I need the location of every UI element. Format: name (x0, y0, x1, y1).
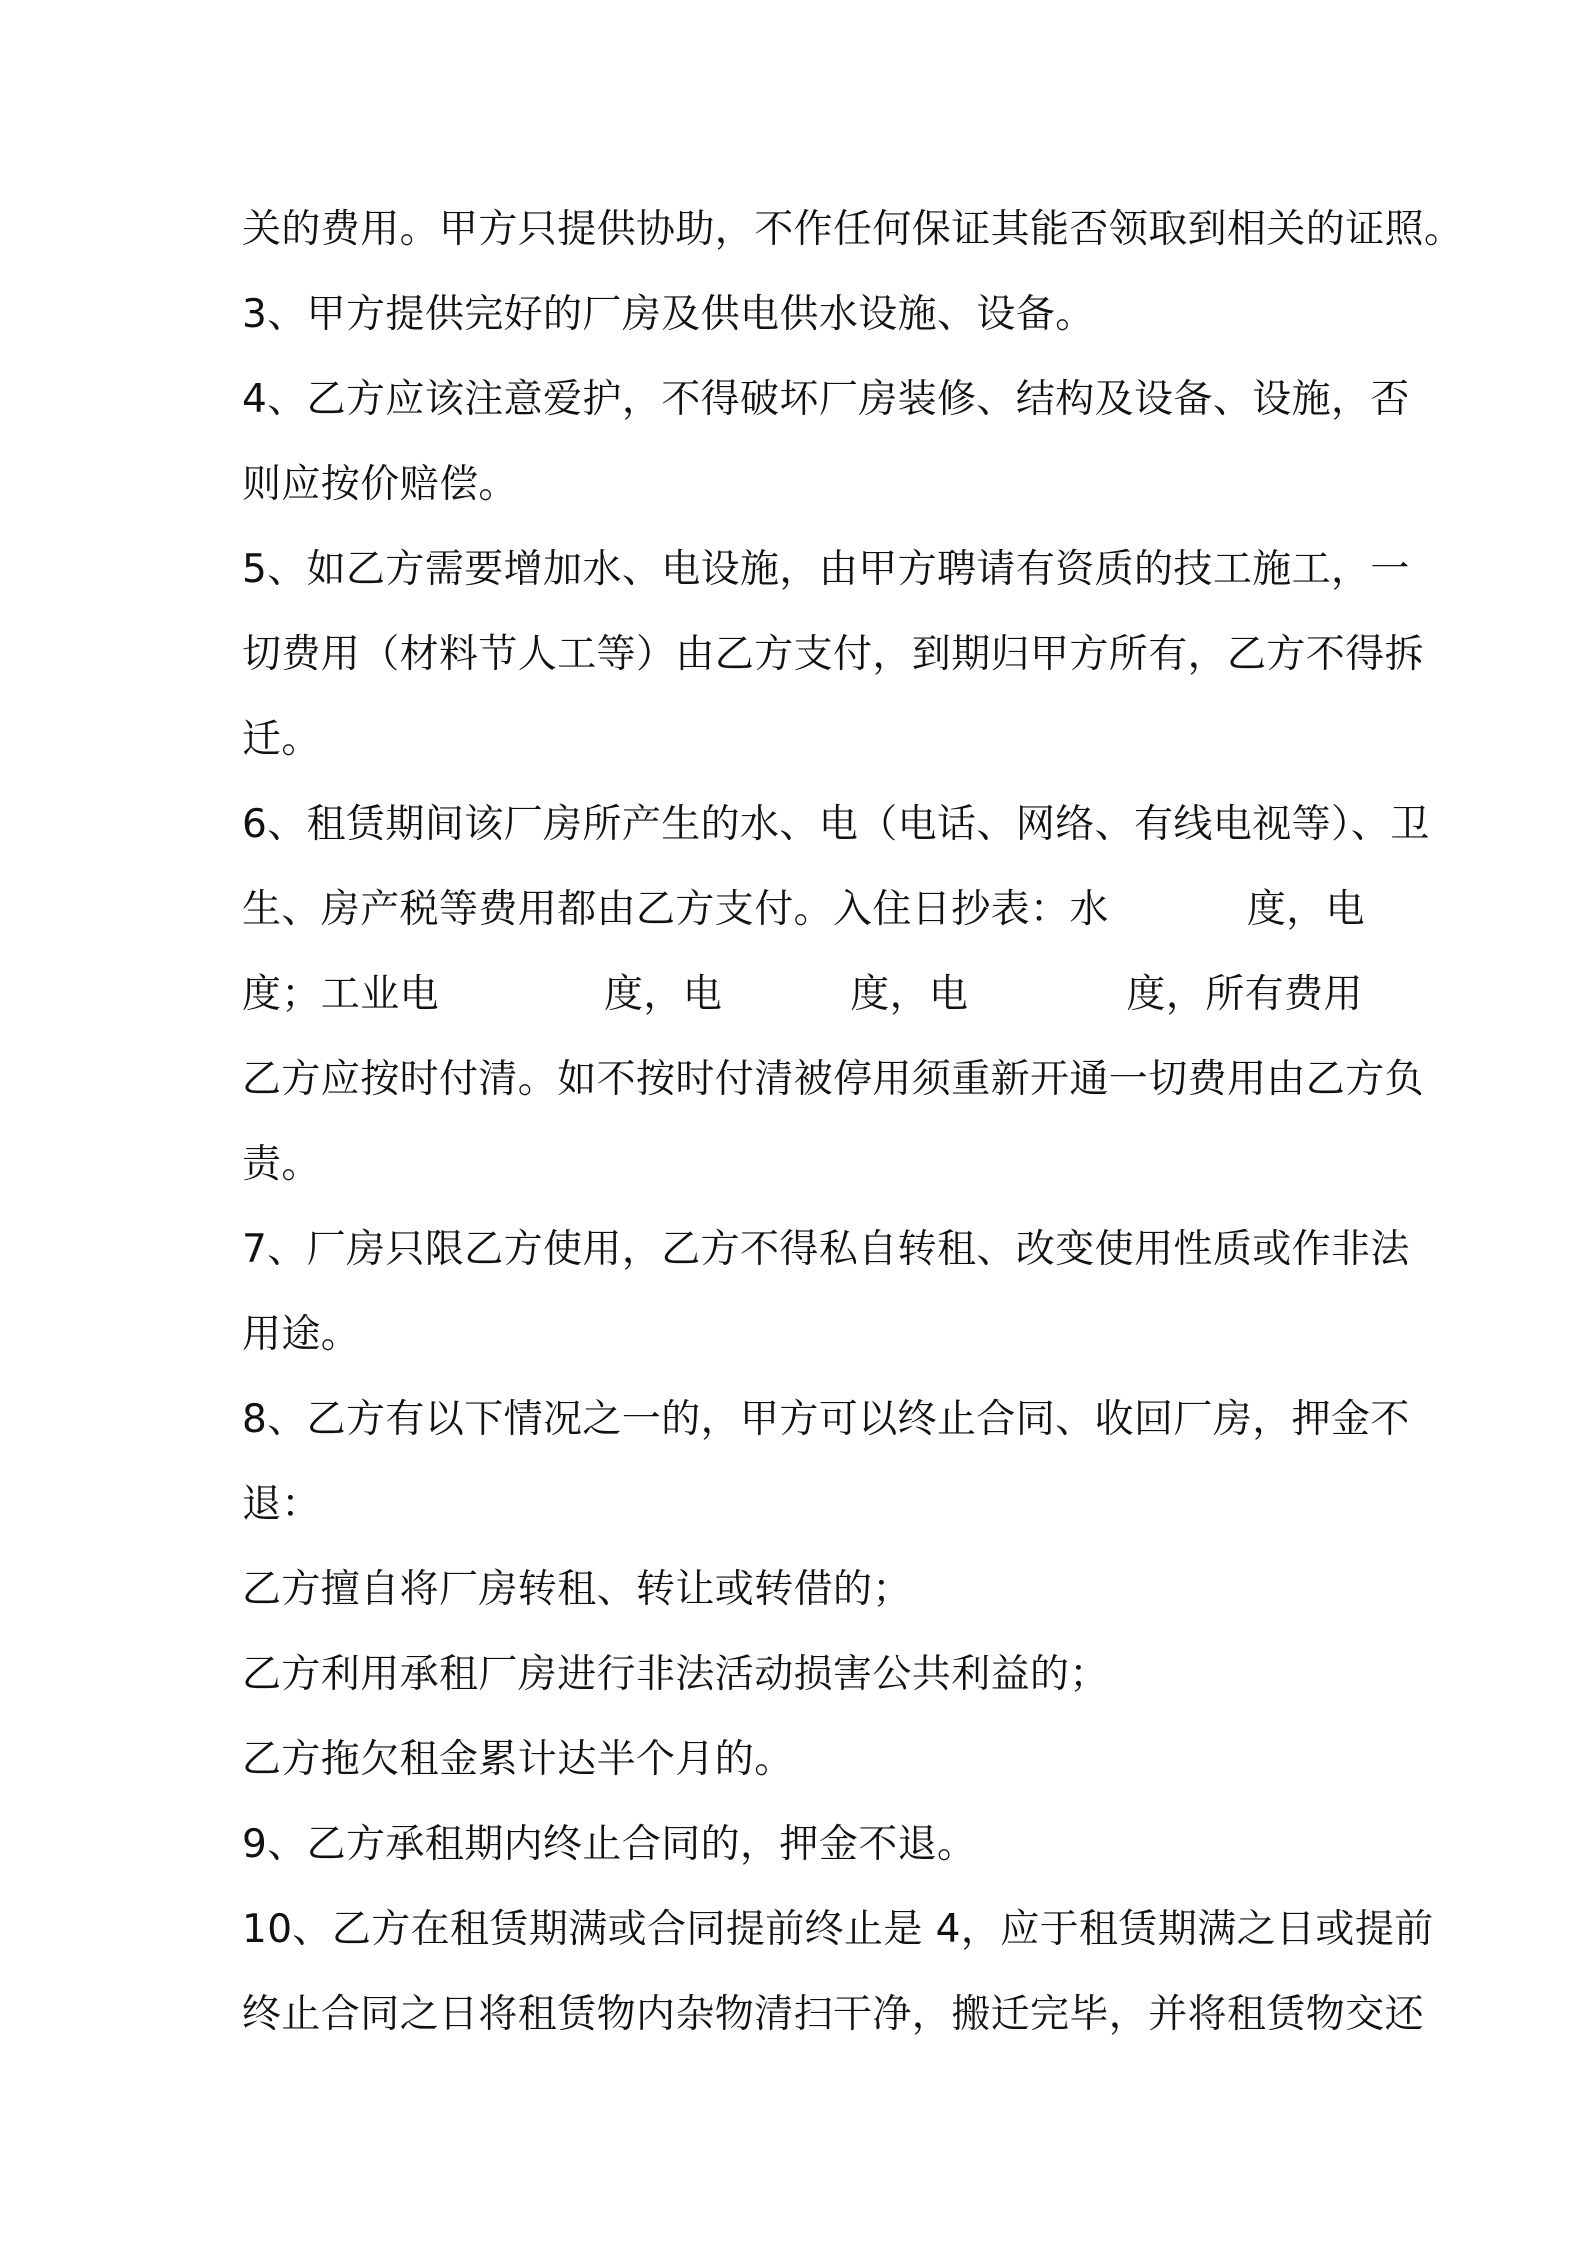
text-line: 迁。 (242, 717, 321, 762)
text-line: 乙方应按时付清。如不按时付清被停用须重新开通一切费用由乙方负 (242, 1057, 1425, 1102)
unit-text: 度；工业电 (242, 972, 440, 1017)
sub-item: 乙方利用承租厂房进行非法活动损害公共利益的； (242, 1652, 1109, 1697)
clause-9: 9、乙方承租期内终止合同的，押金不退。 (242, 1822, 977, 1867)
clause-10: 10、乙方在租赁期满或合同提前终止是 4，应于租赁期满之日或提前 (242, 1907, 1434, 1952)
text-line: 则应按价赔偿。 (242, 462, 518, 507)
clause-7: 7、厂房只限乙方使用，乙方不得私自转租、改变使用性质或作非法 (242, 1227, 1410, 1272)
text-line: 用途。 (242, 1312, 361, 1357)
text-line: 退： (242, 1482, 321, 1527)
text-line: 责。 (242, 1142, 321, 1187)
clause-4: 4、乙方应该注意爱护，不得破坏厂房装修、结构及设备、设施，否 (242, 377, 1410, 422)
clause-5: 5、如乙方需要增加水、电设施，由甲方聘请有资质的技工施工，一 (242, 547, 1410, 592)
meter-reading-line-2 (242, 965, 1363, 1025)
unit-text: 度，电 (604, 972, 723, 1017)
text-line: 关的费用。甲方只提供协助，不作任何保证其能否领取到相关的证照。 (242, 207, 1464, 252)
unit-text: 度，电 (1246, 887, 1366, 932)
sub-item: 乙方擅自将厂房转租、转让或转借的； (242, 1567, 912, 1612)
clause-3: 3、甲方提供完好的厂房及供电供水设施、设备。 (242, 292, 1095, 337)
sub-item: 乙方拖欠租金累计达半个月的。 (242, 1737, 794, 1782)
unit-text: 度，所有费用 (1126, 972, 1363, 1017)
text-line: 切费用（材料节人工等）由乙方支付，到期归甲方所有，乙方不得拆 (242, 632, 1425, 677)
clause-8: 8、乙方有以下情况之一的，甲方可以终止合同、收回厂房，押金不 (242, 1397, 1410, 1442)
clause-6: 6、租赁期间该厂房所产生的水、电（电话、网络、有线电视等）、卫 (242, 802, 1430, 847)
meter-reading-line (242, 880, 1366, 940)
unit-text: 度，电 (850, 972, 969, 1017)
meter-reading-label: 生、房产税等费用都由乙方支付。入住日抄表：水 (242, 887, 1109, 932)
text-line: 终止合同之日将租赁物内杂物清扫干净，搬迁完毕，并将租赁物交还 (242, 1992, 1425, 2037)
